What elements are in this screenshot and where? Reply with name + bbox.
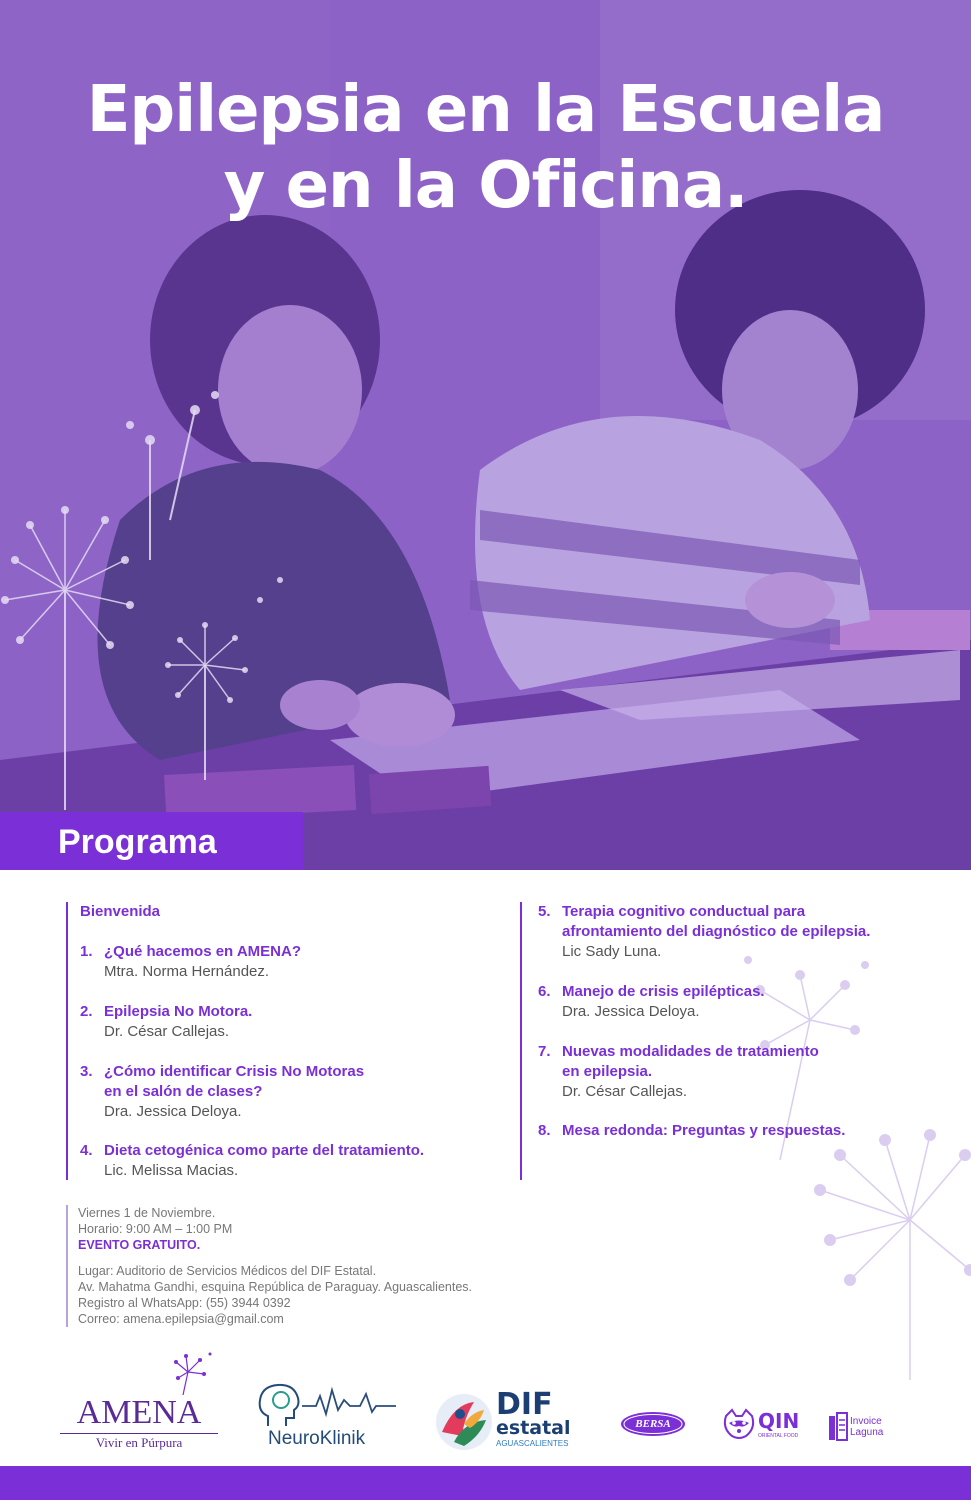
document-icon: [828, 1412, 848, 1442]
event-address: Av. Mahatma Gandhi, esquina República de Paraguay. Aguascalientes.: [78, 1280, 473, 1294]
item-title-cont: en epilepsia.: [562, 1063, 653, 1080]
footer-bar: [0, 1466, 971, 1500]
item-number: 3.: [80, 1063, 93, 1080]
item-speaker: Lic Sady Luna.: [562, 943, 662, 960]
program-item-7: [538, 1042, 819, 1102]
item-title: ¿Cómo identificar Crisis No Motoras: [104, 1063, 365, 1080]
item-speaker: Dr. César Callejas.: [562, 1083, 688, 1100]
dandelion-icon: [158, 1350, 218, 1400]
whatsapp-registration: Registro al WhatsApp: (55) 3944 0392: [78, 1296, 291, 1310]
dif-wordmark: DIF: [496, 1387, 553, 1422]
amena-wordmark: AMENA: [76, 1394, 202, 1431]
programa-heading: Programa: [58, 823, 217, 861]
item-number: 1.: [80, 943, 93, 960]
qin-logo: [722, 1408, 808, 1444]
item-title-cont: afrontamiento del diagnóstico de epilepsia.: [562, 923, 871, 940]
qin-sub: ORIENTAL FOOD: [758, 1433, 799, 1439]
item-title: Dieta cetogénica como parte del tratamiento.: [104, 1142, 425, 1159]
contact-email: Correo: amena.epilepsia@gmail.com: [78, 1312, 284, 1326]
program-item-6: [538, 982, 765, 1022]
program-item-3: [80, 1062, 364, 1122]
program-item-1: [80, 942, 301, 982]
item-number: 7.: [538, 1043, 551, 1060]
bersa-logo: [620, 1411, 686, 1437]
program-item-5: [538, 902, 870, 962]
item-number: 8.: [538, 1122, 551, 1139]
item-number: 6.: [538, 983, 551, 1000]
event-place: Lugar: Auditorio de Servicios Médicos del DIF Estatal.: [78, 1264, 377, 1278]
title-line-1: Epilepsia en la Escuela: [86, 73, 885, 147]
amena-tagline: Vivir en Púrpura: [95, 1435, 183, 1450]
neuroklinik-wordmark: NeuroKlinik: [268, 1428, 366, 1449]
welcome-title: Bienvenida: [80, 903, 161, 920]
neuroklinik-logo: [256, 1382, 401, 1452]
event-date: Viernes 1 de Noviembre.: [78, 1206, 216, 1220]
dif-estatal-logo: [434, 1387, 571, 1456]
qin-wordmark: QIN: [758, 1409, 800, 1433]
event-time: Horario: 9:00 AM – 1:00 PM: [78, 1222, 233, 1236]
invoice-laguna-logo: [828, 1410, 898, 1444]
poster-title: [0, 72, 971, 224]
item-number: 2.: [80, 1003, 93, 1020]
item-title: ¿Qué hacemos en AMENA?: [104, 943, 301, 960]
item-speaker: Dr. César Callejas.: [104, 1023, 230, 1040]
bersa-wordmark: BERSA: [635, 1418, 671, 1430]
program-item-2: [80, 1002, 252, 1042]
brain-icon: [256, 1382, 401, 1430]
dif-state: AGUASCALIENTES: [496, 1439, 569, 1448]
raccoon-icon: [722, 1408, 756, 1440]
dif-emblem-icon: [434, 1392, 494, 1452]
free-event-badge: EVENTO GRATUITO.: [78, 1238, 201, 1252]
item-title-cont: en el salón de clases?: [104, 1083, 263, 1100]
amena-logo: [58, 1350, 220, 1450]
item-speaker: Dra. Jessica Deloya.: [104, 1103, 242, 1120]
item-speaker: Lic. Melissa Macias.: [104, 1162, 239, 1179]
item-title: Mesa redonda: Preguntas y respuestas.: [562, 1122, 846, 1139]
welcome-item: [80, 902, 160, 922]
item-title: Epilepsia No Motora.: [104, 1003, 253, 1020]
item-title: Manejo de crisis epilépticas.: [562, 983, 765, 1000]
program-column-right: [520, 902, 956, 1180]
item-speaker: Mtra. Norma Hernández.: [104, 963, 270, 980]
item-number: 5.: [538, 903, 551, 920]
item-number: 4.: [80, 1142, 93, 1159]
program-item-8: [538, 1121, 845, 1141]
program-column-left: [66, 902, 510, 1180]
dif-sub: estatal: [496, 1417, 571, 1439]
event-info: [66, 1205, 472, 1327]
invoice-line-1: Invoice: [850, 1416, 882, 1427]
program-item-4: [80, 1141, 424, 1181]
invoice-line-2: Laguna: [850, 1427, 884, 1438]
title-line-2: y en la Oficina.: [223, 149, 748, 223]
item-title: Terapia cognitivo conductual para: [562, 903, 806, 920]
item-title: Nuevas modalidades de tratamiento: [562, 1043, 819, 1060]
item-speaker: Dra. Jessica Deloya.: [562, 1003, 700, 1020]
